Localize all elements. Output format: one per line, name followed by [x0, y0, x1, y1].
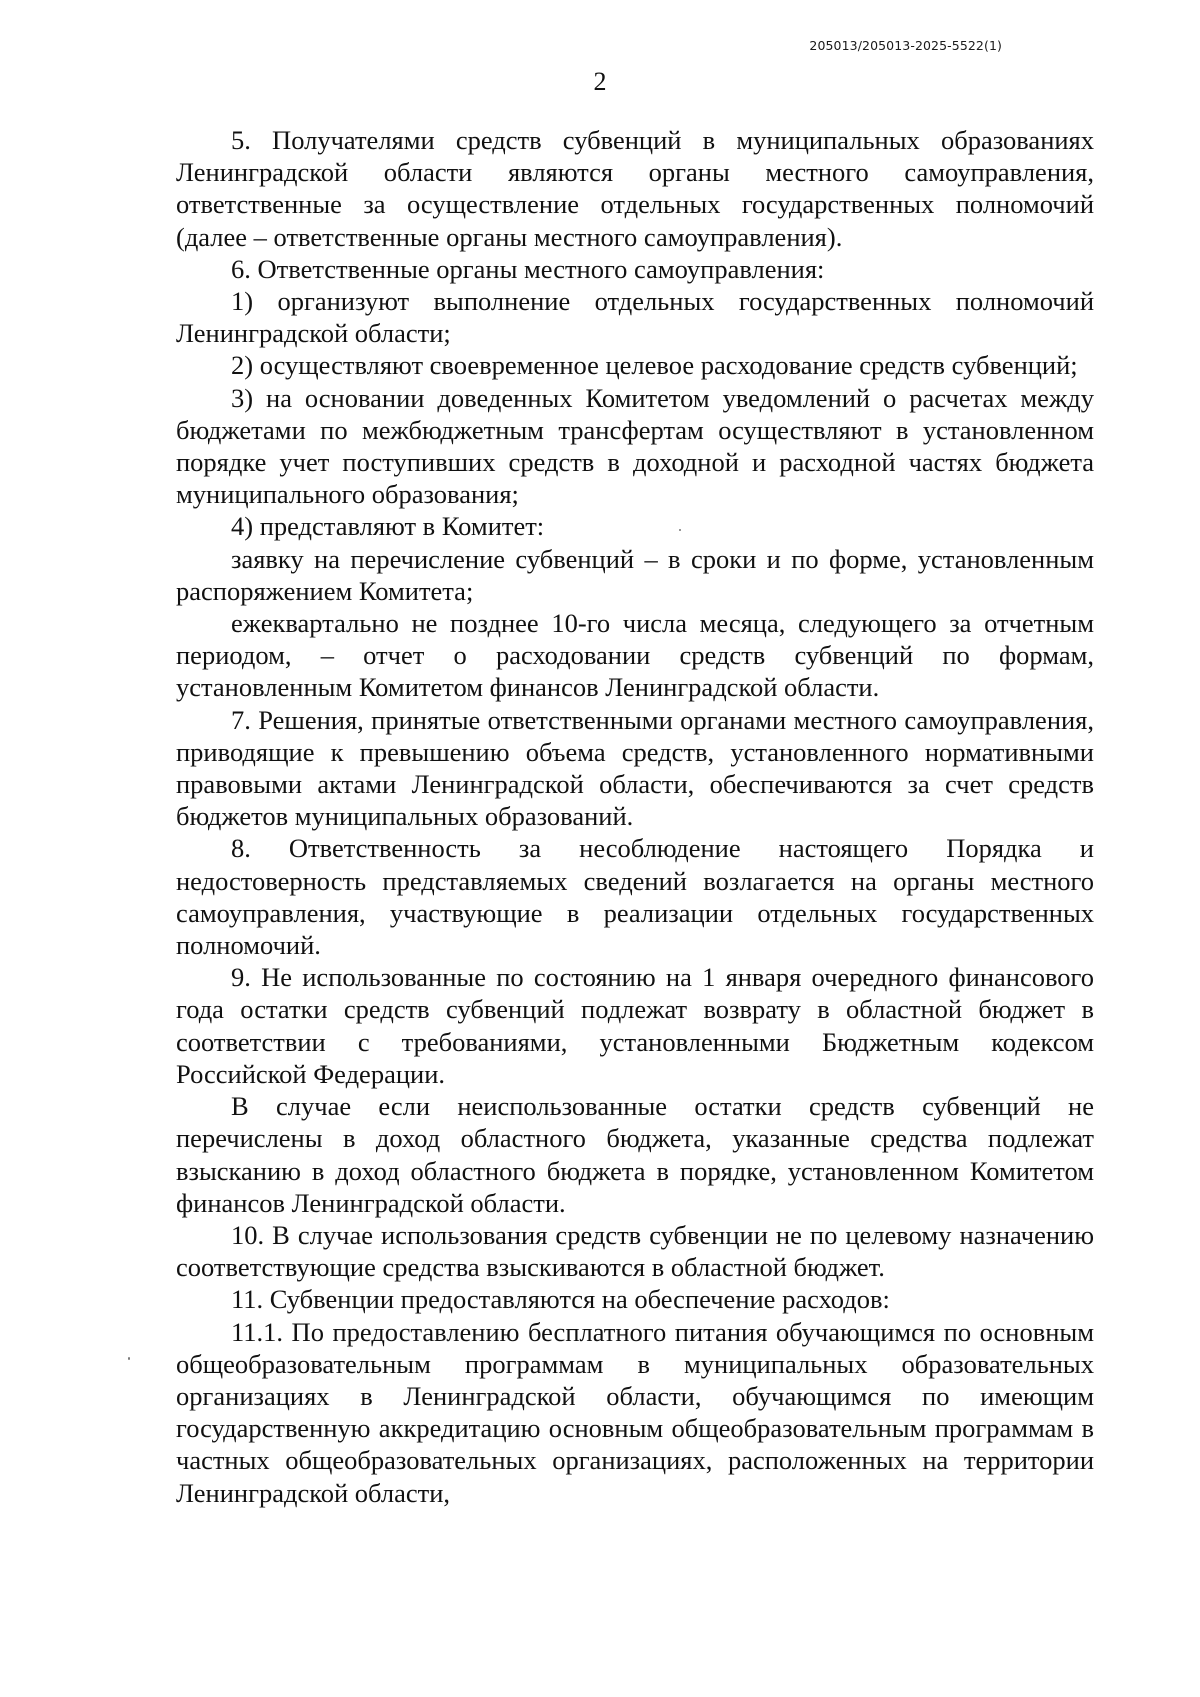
document-id: 205013/205013-2025-5522(1)	[809, 38, 1002, 53]
paragraph-6-item-4-application: заявку на перечисление субвенций – в сроки и по форме, установленным распоряжением Комитета;	[176, 543, 1094, 606]
paragraph-9-continued: В случае если неиспользованные остатки средств субвенций не перечислены в доход областного бюджета, указанные средства подлежат взысканию в доход областного бюджета в порядке, установленном Комитетом финансов Ленинградской области.	[176, 1091, 1094, 1218]
paragraph-6-item-2: 2) осуществляют своевременное целевое расходование средств субвенций;	[231, 350, 1078, 381]
scan-speck	[128, 1357, 130, 1360]
paragraph-6-item-1: 1) организуют выполнение отдельных государственных полномочий Ленинградской области;	[176, 286, 1094, 349]
paragraph-5: 5. Получателями средств субвенций в муниципальных образованиях Ленинградской области являются органы местного самоуправления, ответственные за осуществление отдельных государственных полномочий (далее – ответственные органы местного самоуправления).	[176, 125, 1094, 252]
paragraph-6-item-3: 3) на основании доведенных Комитетом уведомлений о расчетах между бюджетами по межбюджетным трансфертам осуществляют в установленном порядке учет поступивших средств в доходной и расходной частях бюджета муниципального образования;	[176, 382, 1094, 510]
paragraph-11: 11. Субвенции предоставляются на обеспечение расходов:	[231, 1284, 890, 1315]
paragraph-7: 7. Решения, принятые ответственными органами местного самоуправления, приводящие к превышению объема средств, установленного нормативными правовыми актами Ленинградской области, обеспечиваются за счет средств бюджетов муниципальных образований.	[176, 704, 1094, 832]
paragraph-8: 8. Ответственность за несоблюдение настоящего Порядка и недостоверность представляемых сведений возлагается на органы местного самоуправления, участвующие в реализации отдельных государственных полномочий.	[176, 833, 1094, 961]
scan-speck	[679, 529, 681, 531]
document-body	[176, 124, 1094, 1509]
paragraph-11-1: 11.1. По предоставлению бесплатного питания обучающимся по основным общеобразовательным программам в муниципальных образовательных организациях в Ленинградской области, обучающимся по имеющим государственную аккредитацию основным общеобразовательным программам в частных общеобразовательных организациях, расположенных на территории Ленинградской области,	[176, 1316, 1094, 1508]
paragraph-10: 10. В случае использования средств субвенции не по целевому назначению соответствующие средства взыскиваются в областной бюджет.	[176, 1219, 1094, 1283]
paragraph-6-item-4-report: ежеквартально не позднее 10-го числа месяца, следующего за отчетным периодом, – отчет о расходовании средств субвенций по формам, установленным Комитетом финансов Ленинградской области.	[176, 608, 1094, 703]
paragraph-9: 9. Не использованные по состоянию на 1 января очередного финансового года остатки средств субвенций подлежат возврату в областной бюджет в соответствии с требованиями, установленными Бюджетным кодексом Российской Федерации.	[176, 962, 1094, 1089]
page-number: 2	[593, 67, 607, 96]
paragraph-6-item-4: 4) представляют в Комитет:	[231, 511, 545, 542]
paragraph-6: 6. Ответственные органы местного самоуправления:	[231, 253, 825, 284]
